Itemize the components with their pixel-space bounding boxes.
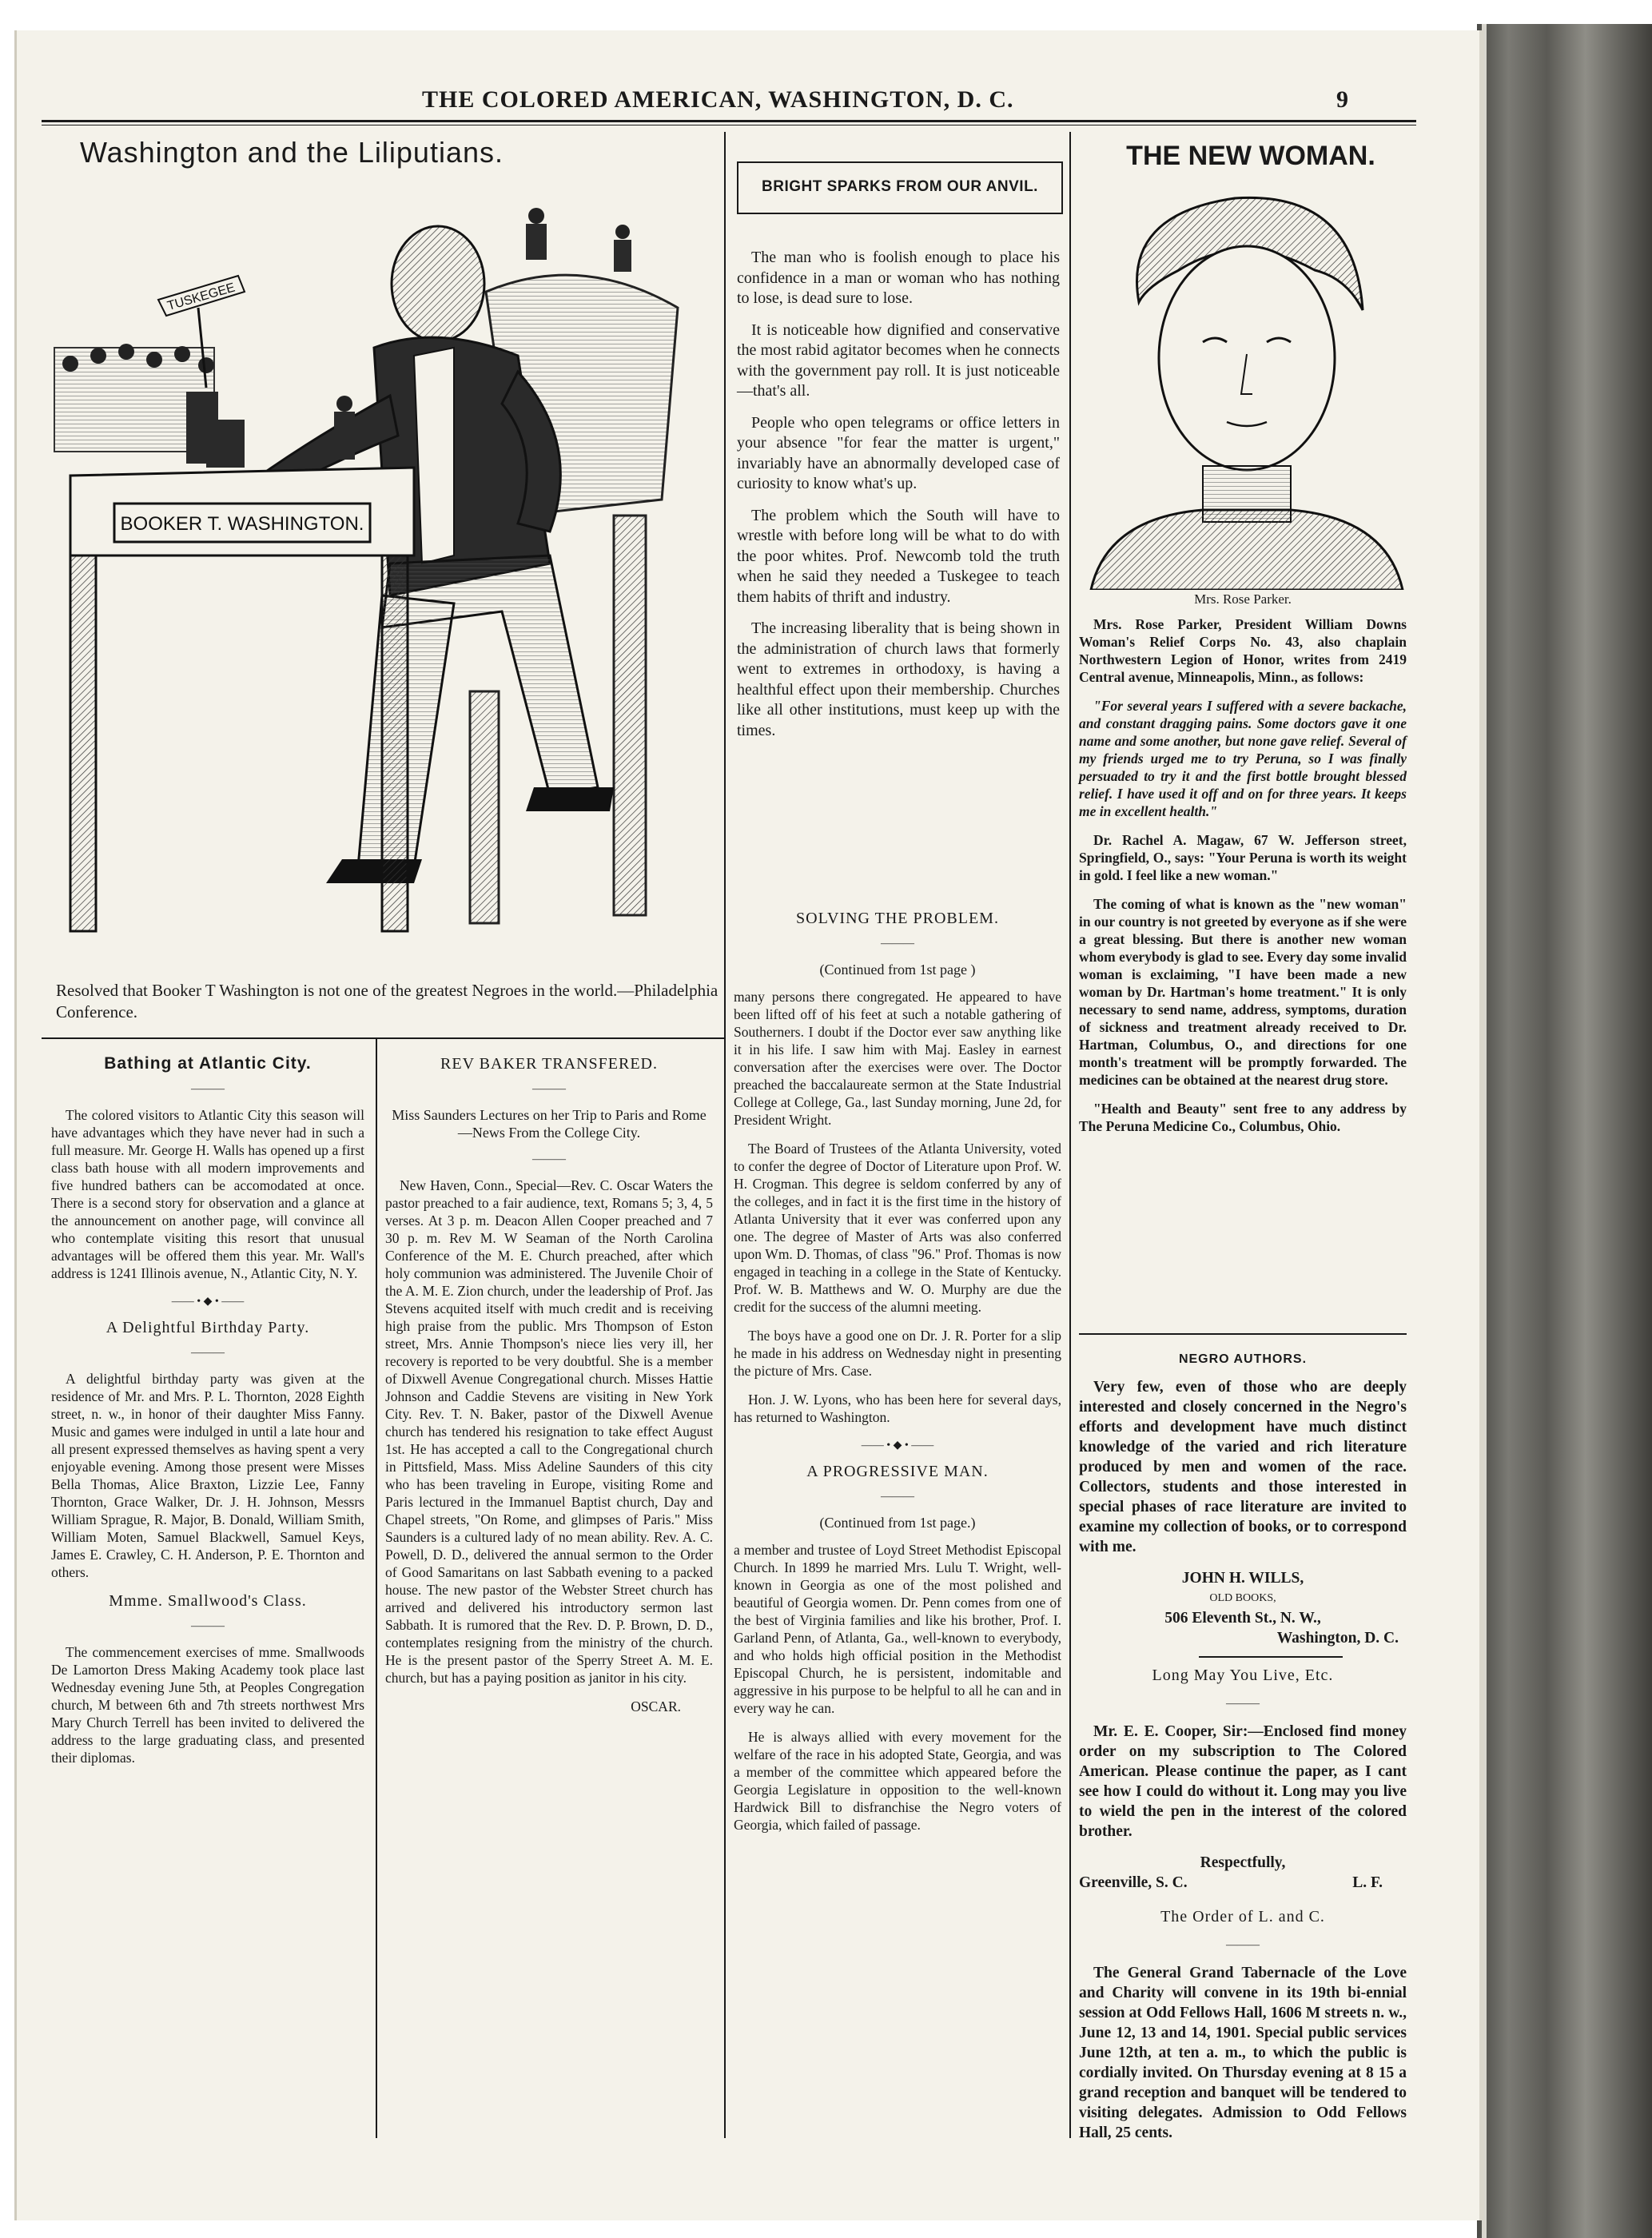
sparks-paragraph: The increasing liberality that is being shown in the administration of church laws that formerly went to extremes in orthodoxy, is having a healthful effect upon their membership. Churches like all other institutions, must keep up with the times. (737, 619, 1060, 739)
desk-label: BOOKER T. WASHINGTON. (120, 513, 364, 535)
cartoon-illustration (38, 180, 726, 959)
dash-separator: ——— (1226, 1698, 1260, 1710)
solving-paragraph: many persons there congregated. He appeared to have been lifted off of his feet at such a notable gathering of Southerners. I doubt if the Doctor ever saw anything like it in his life. I saw him with Maj. Easley in earnest conversation after the exercises were over. The Doctor preached the baccalaureate sermon at the State Industrial College at College, Ga., last Sunday morning, June 2d, for President Wright. (734, 989, 1061, 1128)
newwoman-column (1079, 615, 1407, 1146)
order-heading: The Order of L. and C. (1160, 1908, 1325, 1925)
newwoman-paragraph: Mrs. Rose Parker, President William Downs Woman's Relief Corps No. 43, also chaplain Northwestern Legion of Honor, writes from 2419 Central avenue, Minneapolis, Minn., as follows: (1079, 616, 1407, 685)
tuskegee-sign: TUSKEGEE (165, 281, 237, 313)
longmay-initials: L. F. (1352, 1874, 1383, 1891)
sparks-heading: BRIGHT SPARKS FROM OUR ANVIL. (762, 178, 1038, 195)
baker-heading: REV BAKER TRANSFERED. (440, 1055, 658, 1073)
dash-separator: ——— (532, 1153, 566, 1165)
masthead-rule (42, 120, 1416, 122)
authors-heading: NEGRO AUTHORS. (1178, 1352, 1308, 1366)
longmay-heading: Long May You Live, Etc. (1152, 1667, 1334, 1684)
smallwood-heading: Mmme. Smallwood's Class. (109, 1592, 307, 1610)
portrait-illustration (1075, 182, 1411, 590)
dash-separator: ——— (191, 1083, 225, 1095)
dash-separator: ——— (1226, 1939, 1260, 1951)
sparks-heading-box (737, 161, 1063, 214)
portrait-caption: Mrs. Rose Parker. (1194, 591, 1292, 607)
newwoman-paragraph: Dr. Rachel A. Magaw, 67 W. Jefferson street, Springfield, O., says: "Your Peruna is worth its weight in gold. I feel like a new woman." (1079, 832, 1407, 883)
progressive-paragraph: He is always allied with every movement for the welfare of the race in his adopted State, Georgia, and was a member of the committee which appeared before the Georgia Legislature in opposition to the well-known Hardwick Bill to disfranchise the Negro voters of Georgia, which failed of passage. (734, 1729, 1061, 1833)
birthday-text: A delightful birthday party was given at the residence of Mr. and Mrs. P. L. Thornton, 2028 Eighth street, n. w., in honor of their daughter Miss Fanny. Music and games were indulged in until a late hour and all present expressed themselves as having spent a very enjoyable evening. Among those present were Misses Bella Thomas, Alice Braxton, Lizzie Lee, Fanny Thornton, Grace Walker, Dr. J. H. Johnson, Messrs William Sprague, R. Major, B. Donald, William Smith, William Moten, Samuel Blackwell, Samuel Keys, James E. Crawley, C. H. Anderson, P. E. Thornton and others. (51, 1371, 364, 1580)
sparks-paragraph: The man who is foolish enough to place his confidence in a man or woman who has nothing to lose, is dead sure to lose. (737, 249, 1060, 307)
baker-column (385, 1049, 713, 1715)
dash-separator: ——— (881, 938, 914, 950)
authors-address: 506 Eleventh St., N. W., (1164, 1610, 1321, 1627)
ornament-separator: —— • ◆ • —— (861, 1440, 934, 1452)
liliputian-crowd (54, 276, 245, 468)
dash-separator: ——— (532, 1083, 566, 1095)
dash-separator: ——— (191, 1347, 225, 1359)
column-divider (376, 1039, 377, 2138)
authors-city: Washington, D. C. (1276, 1630, 1399, 1647)
book-binding (1477, 24, 1652, 2238)
page-number: 9 (1336, 86, 1349, 113)
short-rule (1199, 1656, 1343, 1658)
dash-separator: ——— (191, 1620, 225, 1632)
newwoman-heading: THE NEW WOMAN. (1126, 141, 1375, 171)
bathing-heading: Bathing at Atlantic City. (104, 1054, 312, 1073)
section-rule (1079, 1333, 1407, 1335)
authors-name: JOHN H. WILLS, (1181, 1570, 1304, 1587)
baker-text: New Haven, Conn., Special—Rev. C. Oscar Waters the pastor preached to a fair audience, text, Romans 5; 3, 4, 5 verses. At 3 p. m. Deacon Allen Cooper preached and 7 30 p. m. Rev M. W Seaman of the North Carolina Conference of the M. E. Church preached, after which holy communion was administered. The Juvenile Choir of the A. M. E. Zion church, under the leadership of Prof. Jas Stevens acquited itself with much credit and is receiving high praise from the public. Mrs Thompson of Eston street, Mrs. Annie Thompson's niece lies very ill, her recovery is reported to be very doubtful. She is a member of Dixwell Avenue Congregational church. Misses Hattie Johnson and Caddie Stevens are visiting in New York City. Rev. T. N. Baker, pastor of the Dixwell Avenue church has tendered his resignation to take effect August 1st. He has accepted a call to the Congregational church in Pittsfield, Mass. Miss Adeline Saunders of this city who has been traveling in Europe, visiting Rome and Paris lectured in the Immanuel Baptist church, Day and Chapel streets, "On Rome, and glimpses of Paris." Miss Saunders is a cultured lady of no mean ability. Rev. A. C. Powell, D. D., delivered the annual sermon to the Order of Good Samaritans on last Sabbath evening to a packed house. The new pastor of the Webster Street church has arrived and delivered his introductory sermon last Sabbath. It is rumored that the Rev. D. P. Brown, D. D., contemplates resigning from the ministry of the church. He is the present pastor of the Sperry Street A. M. E. church, but has a paying position as janitor in his city. (385, 1177, 713, 1686)
longmay-text: Mr. E. E. Cooper, Sir:—Enclosed find money order on my subscription to The Colored American. Please continue the paper, as I cant see how I could do without it. Long may you live to wield the pen in the interest of the colored brother. (1079, 1723, 1407, 1840)
dash-separator: ——— (881, 1491, 914, 1503)
sparks-paragraph: It is noticeable how dignified and conservative the most rabid agitator becomes when he connects with the government pay roll. It is just noticeable—that's all. (737, 321, 1060, 400)
progressive-paragraph: a member and trustee of Loyd Street Methodist Episcopal Church. In 1899 he married Mrs. Lulu T. Wright, well-known in Georgia as one of the most polished and beautiful of Georgia women. Dr. Penn comes from one of the best of Virginia families and like his brother, Prof. I. Garland Penn, of Atlanta, Ga., well-known to everybody, and who holds high official position in the Methodist Episcopal Church, he is persistent, indomitable and aggressive in his purpose to be helpful to all he can and in every way he can. (734, 1542, 1061, 1716)
sparks-column (737, 248, 1060, 752)
baker-subheading: Miss Saunders Lectures on her Trip to Paris and Rome—News From the College City. (392, 1107, 707, 1141)
cartoon-title: Washington and the Liliputians. (80, 136, 504, 169)
progressive-subheading: (Continued from 1st page.) (819, 1515, 976, 1531)
authors-business: OLD BOOKS, (1209, 1592, 1276, 1604)
newspaper-title: THE COLORED AMERICAN, WASHINGTON, D. C. (422, 86, 1014, 113)
testimonial-quote: "For several years I suffered with a severe backache, and constant dragging pains. Some doctors gave it one name and some another, but none gave relief. Several of my friends urged me to try Peruna, so I was finally persuaded to try it and the first bottle brought blessed relief. I have used it off and on for three years. It keeps me in excellent health." (1079, 698, 1407, 819)
solving-column (734, 903, 1061, 1845)
solving-paragraph: The boys have a good one on Dr. J. R. Porter for a slip he made in his address on Wednesday night in presenting the picture of Mrs. Case. (734, 1328, 1061, 1379)
baker-signature: OSCAR. (631, 1698, 681, 1714)
newwoman-paragraph: The coming of what is known as the "new woman" in our country is not greeted by everyone as if she were a great blessing. But there is another new woman whom everybody is glad to see. Every day some invalid woman is exclaiming, "I have been made a new woman by Dr. Hartman's home treatment." It is only necessary to send name, address, symptoms, duration of sickness and treatment already received to Dr. Hartman, Columbus, O., and directions for one month's treatment will be promptly forwarded. The medicines can be obtained at the nearest drug store. (1079, 896, 1407, 1088)
authors-column (1079, 1343, 1407, 2154)
progressive-heading: A PROGRESSIVE MAN. (806, 1463, 989, 1480)
solving-paragraph: Hon. J. W. Lyons, who has been here for several days, has returned to Washington. (734, 1392, 1061, 1425)
column-divider (1069, 132, 1071, 2138)
longmay-signature-row (1079, 1873, 1407, 1901)
longmay-place: Greenville, S. C. (1079, 1874, 1188, 1891)
cartoon-bottom-rule (42, 1037, 724, 1039)
sparks-paragraph: The problem which the South will have to wrestle with before long will be what to do with the poor whites. Prof. Newcomb told the truth when he said they needed a Tuskegee to teach them habits of thrift and industry. (737, 506, 1060, 606)
solving-heading: SOLVING THE PROBLEM. (796, 910, 999, 927)
ornament-separator: —— • ◆ • —— (171, 1296, 245, 1308)
order-text: The General Grand Tabernacle of the Love and Charity will convene in its 19th bi-ennial session at Odd Fellows Hall, 1606 M streets n. w., June 12, 13 and 14, 1901. Special public services June 12th, at ten a. m., to which the public is cordially invited. On Thursday evening at 8 15 a grand reception and banquet will be tendered to visiting delegates. Admission to Odd Fellows Hall, 25 cents. (1079, 1965, 1407, 2141)
authors-text: Very few, even of those who are deeply interested and closely concerned in the Negro's efforts and development have much distinct knowledge of the varied and rich literature produced by men and women of the race. Collectors, students and those interested in special phases of race literature are invited to examine my collection of books, or to correspond with me. (1079, 1379, 1407, 1555)
solving-subheading: (Continued from 1st page ) (819, 962, 976, 978)
left-column (51, 1049, 364, 1778)
smallwood-text: The commencement exercises of mme. Smallwoods De Lamorton Dress Making Academy took place last Wednesday evening June 5th, at Peoples Congregation church, M between 6th and 7th streets northwest Mrs Mary Church Terrell has been invited to delivered the address to the large graduating class, and presented their diplomas. (51, 1644, 364, 1766)
newwoman-paragraph: "Health and Beauty" sent free to any address by The Peruna Medicine Co., Columbus, Ohio. (1079, 1101, 1407, 1134)
sparks-paragraph: People who open telegrams or office letters in your absence "for fear the matter is urgent," invariably have an abnormally developed case of curiosity to know what's up. (737, 413, 1060, 492)
masthead (32, 82, 1407, 113)
cartoon-caption: Resolved that Booker T Washington is not one of the greatest Negroes in the world.—Philadelphia Conference. (56, 981, 719, 1021)
birthday-heading: A Delightful Birthday Party. (105, 1319, 310, 1336)
longmay-closing: Respectfully, (1200, 1854, 1286, 1871)
solving-paragraph: The Board of Trustees of the Atlanta University, voted to confer the degree of Doctor of Literature upon Prof. W. H. Crogman. This degree is seldom conferred by any of the colleges, and in fact it is the first time in the history of Atlanta University that it ever was conferred upon any one. The degree of Master of Arts was also conferred upon Wm. D. Thomas, of class "96." Prof. Thomas is now engaged in teaching in a college in the State of Kentucky. Prof. W. B. Matthews and W. O. Murphy are due the credit for the success of the alumni meeting. (734, 1141, 1061, 1315)
bathing-text: The colored visitors to Atlantic City this season will have advantages which they have never had in such a full measure. Mr. George H. Walls has opened up a first class bath house with all modern improvements and five hundred bathers can be accomodated at once. There is a second story for observation and a glance at the announcement on another page, will convince all who contemplate visiting this resort that unusual advantages will be offered them this year. Mr. Wall's address is 1241 Illinois avenue, N., Atlantic City, N. Y. (51, 1107, 364, 1281)
